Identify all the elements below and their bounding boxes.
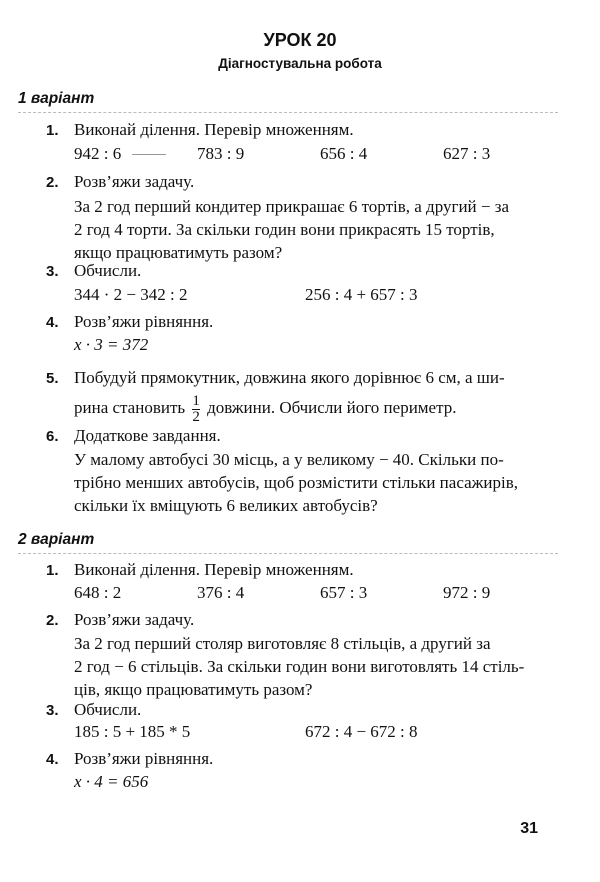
v2-task1-text: Виконай ділення. Перевір множенням. (74, 560, 354, 579)
lesson-title: УРОК 20 (263, 30, 337, 50)
v2-task3-number: 3. (46, 702, 59, 719)
v1-task6-number: 6. (46, 428, 59, 445)
v2-task1-number: 1. (46, 562, 59, 579)
v2-task1-expr-1: 648 : 2 (74, 583, 122, 602)
v1-task5-line-2 (74, 389, 456, 427)
v2-task4-text: Розв’яжи рівняння. (74, 749, 214, 768)
v1-task6-text: Додаткове завдання. (74, 426, 221, 445)
fraction-numerator: 1 (192, 392, 200, 409)
v1-task4-number: 4. (46, 314, 59, 331)
v1-task1-expr-1: 942 : 6 (74, 144, 122, 163)
v1-task6-line-3: скільки їх вміщують 6 великих автобусів? (74, 496, 378, 515)
v2-task4-number: 4. (46, 751, 59, 768)
v2-task3-expr-1: 185 : 5 + 185 * 5 (74, 722, 191, 741)
v1-task3-expr-2: 256 : 4 + 657 : 3 (305, 285, 418, 304)
v1-task5-number: 5. (46, 370, 59, 387)
v1-task5-line-1: Побудуй прямокутник, довжина якого дорівнює 6 см, а ши- (74, 368, 505, 387)
v2-task2-line-3: ців, якщо працюватимуть разом? (74, 680, 313, 699)
variant-1-heading: 1 варіант (18, 90, 95, 107)
variant-2-divider (18, 553, 558, 554)
v1-task3-number: 3. (46, 263, 59, 280)
v2-task1-expr-3: 657 : 3 (320, 583, 368, 602)
v1-task2-number: 2. (46, 174, 59, 191)
v1-task1-expr-4: 627 : 3 (443, 144, 491, 163)
v2-task1-expr-4: 972 : 9 (443, 583, 491, 602)
v1-task2-line-3: якщо працюватимуть разом? (74, 243, 283, 262)
v1-task4-text: Розв’яжи рівняння. (74, 312, 214, 331)
scan-mark (132, 154, 166, 155)
one-half-fraction (192, 394, 200, 425)
v1-task2-text: Розв’яжи задачу. (74, 172, 195, 191)
v1-task4-equation: x · 3 = 372 (74, 335, 149, 354)
v1-task2-line-2: 2 год 4 торти. За скільки годин вони прикрасять 15 тортів, (74, 220, 495, 239)
v1-task2-line-1: За 2 год перший кондитер прикрашає 6 тортів, а другий − за (74, 197, 509, 216)
v1-task5-line-2-before: рина становить (74, 398, 186, 417)
variant-1-divider (18, 112, 558, 113)
v2-task3-expr-2: 672 : 4 − 672 : 8 (305, 722, 418, 741)
v2-task3-text: Обчисли. (74, 700, 142, 719)
v2-task2-line-1: За 2 год перший столяр виготовляє 8 стільців, а другий за (74, 634, 491, 653)
v2-task4-equation: x · 4 = 656 (74, 772, 149, 791)
v1-task1-expr-2: 783 : 9 (197, 144, 245, 163)
v1-task3-expr-1: 344 · 2 − 342 : 2 (74, 285, 188, 304)
v1-task3-text: Обчисли. (74, 261, 142, 280)
v2-task2-number: 2. (46, 612, 59, 629)
v1-task6-line-1: У малому автобусі 30 місць, а у великому − 40. Скільки по- (74, 450, 504, 469)
variant-2-heading: 2 варіант (18, 531, 95, 548)
lesson-subtitle: Діагностувальна робота (218, 56, 382, 71)
v2-task2-line-2: 2 год − 6 стільців. За скільки годин вони виготовлять 14 стіль- (74, 657, 525, 676)
fraction-denominator: 2 (192, 408, 200, 425)
v2-task1-expr-2: 376 : 4 (197, 583, 245, 602)
v1-task1-expr-3: 656 : 4 (320, 144, 368, 163)
v1-task1-text: Виконай ділення. Перевір множенням. (74, 120, 354, 139)
page-number: 31 (520, 820, 538, 837)
v1-task1-number: 1. (46, 122, 59, 139)
v1-task6-line-2: трібно менших автобусів, щоб розмістити стільки пасажирів, (74, 473, 518, 492)
v2-task2-text: Розв’яжи задачу. (74, 610, 195, 629)
v1-task5-line-2-after: довжини. Обчисли його периметр. (207, 398, 457, 417)
